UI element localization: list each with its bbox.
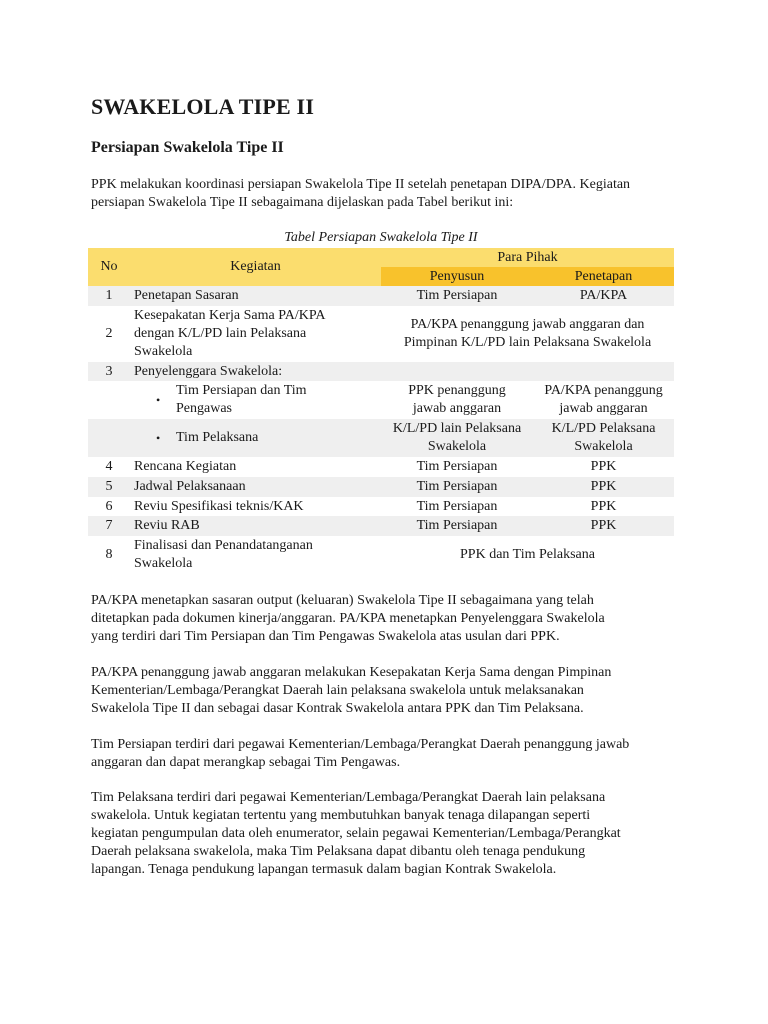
text-line: Daerah pelaksana swakelola, maka Tim Pelaksana dapat dibantu oleh tenaga pendukung	[91, 844, 586, 859]
cell-line: dengan K/L/PD lain Pelaksana	[134, 326, 307, 341]
text-line: swakelola. Untuk kegiatan tertentu yang membutuhkan banyak tenaga dilapangan seperti	[91, 808, 591, 823]
cell-penyusun: Tim Persiapan	[416, 288, 498, 303]
text-line: PA/KPA penanggung jawab anggaran melakukan Kesepakatan Kerja Sama dengan Pimpinan	[91, 665, 612, 680]
table-row	[88, 477, 674, 497]
cell-line: Swakelola	[574, 439, 633, 454]
text-line: lapangan. Tenaga pendukung lapangan termasuk dalam bagian Kontrak Swakelola.	[91, 862, 557, 877]
cell-no: 4	[105, 459, 113, 474]
intro-paragraph	[91, 176, 691, 212]
table-row	[88, 457, 674, 477]
cell-para-pihak-merged	[381, 306, 674, 362]
table-row	[88, 286, 674, 306]
cell-line: Tim Pelaksana	[176, 430, 259, 445]
table-row	[88, 306, 674, 362]
cell-para-pihak-merged: PPK dan Tim Pelaksana	[460, 547, 595, 562]
header-kegiatan: Kegiatan	[130, 248, 381, 286]
table-row	[88, 419, 674, 457]
cell-penyusun	[381, 362, 533, 381]
text-line: Tim Persiapan terdiri dari pegawai Kementerian/Lembaga/Perangkat Daerah penanggung jawab	[91, 737, 630, 752]
cell-line: K/L/PD Pelaksana	[551, 421, 656, 436]
body-paragraph	[91, 664, 691, 718]
cell-line: Swakelola	[134, 556, 193, 571]
header-no: No	[88, 248, 130, 286]
text-line: kegiatan pengumpulan data oleh enumerator, selain pegawai Kementerian/Lembaga/Perangkat	[91, 826, 621, 841]
cell-kegiatan	[130, 536, 381, 574]
text-line: ditetapkan pada dokumen kinerja/anggaran. PA/KPA menetapkan Penyelenggara Swakelola	[91, 611, 605, 626]
cell-no: 5	[105, 479, 113, 494]
table-row	[88, 381, 674, 419]
text-line: Tim Pelaksana terdiri dari pegawai Kementerian/Lembaga/Perangkat Daerah lain pelaksana	[91, 790, 606, 805]
cell-line: PA/KPA penanggung jawab anggaran dan	[410, 317, 645, 332]
text-line: anggaran dan dapat merangkap sebagai Tim Pengawas.	[91, 755, 401, 770]
cell-penetapan	[533, 381, 674, 419]
cell-penyusun: Tim Persiapan	[416, 518, 498, 533]
cell-no: 7	[105, 518, 113, 533]
preparation-table	[88, 248, 674, 574]
cell-line: PA/KPA penanggung	[544, 383, 663, 398]
cell-kegiatan: Reviu RAB	[134, 518, 200, 533]
cell-line: Finalisasi dan Penandatanganan	[134, 538, 313, 553]
header-para-pihak: Para Pihak	[381, 248, 674, 267]
text-line: yang terdiri dari Tim Persiapan dan Tim Pengawas Swakelola atas usulan dari PPK.	[91, 629, 560, 644]
cell-no: 3	[105, 363, 113, 379]
text-line: Kementerian/Lembaga/Perangkat Daerah lain pelaksana swakelola untuk melaksanakan	[91, 683, 584, 698]
body-paragraph	[91, 736, 691, 772]
cell-penetapan: PPK	[590, 498, 617, 514]
cell-penyusun: Tim Persiapan	[416, 459, 498, 474]
section-heading: Persiapan Swakelola Tipe II	[91, 139, 284, 156]
body-paragraph	[91, 789, 691, 879]
table-row	[88, 536, 674, 574]
cell-line: jawab anggaran	[412, 401, 502, 416]
cell-line: Tim Persiapan dan Tim	[176, 383, 307, 398]
cell-line: K/L/PD lain Pelaksana	[392, 421, 522, 436]
cell-no: 8	[105, 547, 113, 562]
cell-line: Swakelola	[427, 439, 487, 454]
cell-penyusun	[381, 419, 533, 457]
text-line: PA/KPA menetapkan sasaran output (keluaran) Swakelola Tipe II sebagaimana yang telah	[91, 593, 594, 608]
cell-kegiatan: Penyelenggara Swakelola:	[134, 363, 283, 379]
cell-line: Pengawas	[176, 401, 232, 416]
cell-line: Pimpinan K/L/PD lain Pelaksana Swakelola	[403, 335, 652, 350]
table-row	[88, 362, 674, 381]
table-caption: Tabel Persiapan Swakelola Tipe II	[284, 230, 478, 245]
cell-penetapan: PPK	[590, 479, 617, 494]
header-penetapan: Penetapan	[533, 267, 674, 286]
cell-kegiatan: Jadwal Pelaksanaan	[134, 479, 246, 494]
table-row	[88, 497, 674, 516]
header-penyusun: Penyusun	[381, 267, 533, 286]
cell-no	[88, 419, 130, 457]
cell-kegiatan: Rencana Kegiatan	[134, 459, 237, 474]
cell-kegiatan: Reviu Spesifikasi teknis/KAK	[134, 498, 304, 514]
cell-line: jawab anggaran	[559, 401, 648, 416]
cell-penetapan	[533, 362, 674, 381]
cell-line: PPK penanggung	[408, 383, 506, 398]
bullet-icon: •	[156, 431, 161, 445]
cell-no: 2	[105, 326, 113, 341]
text-line: Swakelola Tipe II dan sebagai dasar Kontrak Swakelola antara PPK dan Tim Pelaksana.	[91, 701, 584, 716]
cell-penyusun: Tim Persiapan	[416, 498, 498, 514]
cell-kegiatan	[130, 306, 381, 362]
cell-penyusun: Tim Persiapan	[416, 479, 498, 494]
cell-no: 1	[105, 288, 113, 303]
cell-penetapan	[533, 419, 674, 457]
cell-penyusun	[381, 381, 533, 419]
page-title: SWAKELOLA TIPE II	[91, 94, 315, 119]
bullet-icon: •	[156, 393, 161, 407]
cell-penetapan: PA/KPA	[579, 288, 628, 303]
table-row	[88, 516, 674, 536]
cell-penetapan: PPK	[590, 459, 617, 474]
text-line: persiapan Swakelola Tipe II sebagaimana dijelaskan pada Tabel berikut ini:	[91, 195, 514, 210]
cell-line: Swakelola	[134, 344, 193, 359]
cell-kegiatan: Penetapan Sasaran	[134, 288, 239, 303]
body-paragraph	[91, 592, 691, 646]
cell-no: 6	[105, 498, 113, 514]
cell-no	[88, 381, 130, 419]
cell-kegiatan	[130, 381, 381, 419]
cell-kegiatan	[130, 419, 381, 457]
cell-penetapan: PPK	[590, 518, 617, 533]
text-line: PPK melakukan koordinasi persiapan Swakelola Tipe II setelah penetapan DIPA/DPA. Kegiatan	[91, 177, 631, 192]
cell-line: Kesepakatan Kerja Sama PA/KPA	[134, 308, 326, 323]
